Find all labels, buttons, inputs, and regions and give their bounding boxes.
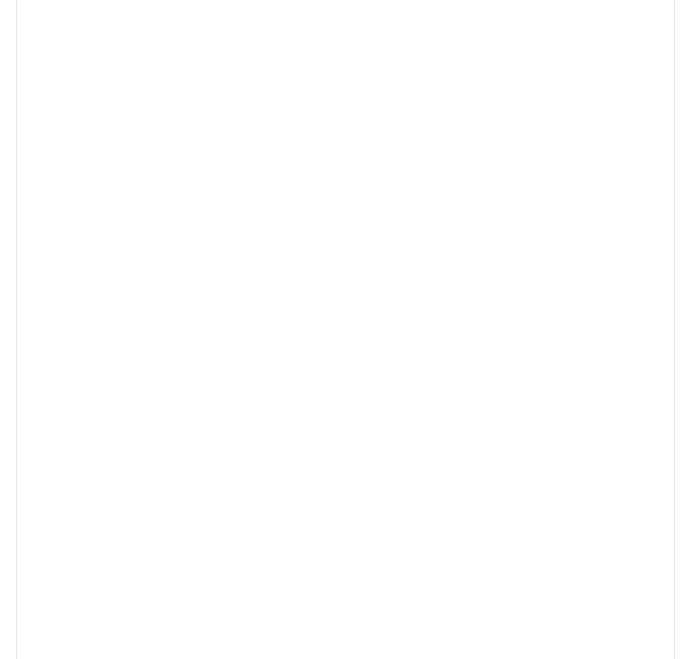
- footer: [437, 602, 451, 624]
